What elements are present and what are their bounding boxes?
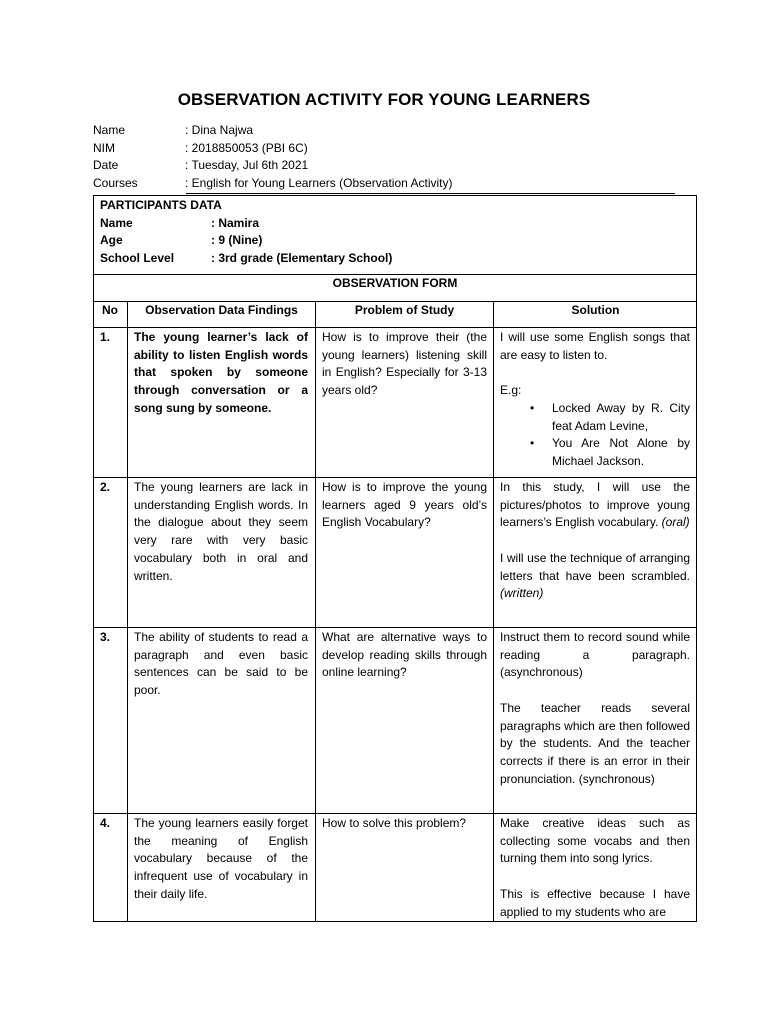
solution-text: Instruct them to record sound while reading a paragraph. (asynchronous)	[500, 630, 690, 680]
solution-text-body: I will use the technique of arranging letters that have been scrambled.	[500, 550, 690, 583]
problem-cell: How is to improve their (the young learners) listening skill in English? Especially for 3-13 years old?	[322, 330, 487, 398]
bullet-icon: •	[530, 400, 535, 415]
list-item-text: You Are Not Alone by Michael Jackson.	[552, 436, 690, 468]
solution-text	[500, 479, 690, 532]
participant-label: Name	[100, 215, 133, 230]
info-row-name	[93, 122, 675, 140]
row-number: 1.	[100, 330, 111, 344]
info-label: Name	[93, 123, 126, 137]
row-number: 3.	[100, 630, 111, 644]
problem-cell: How is to improve the young learners aged 9 years old’s English Vocabulary?	[322, 480, 487, 530]
solution-example-label: E.g:	[500, 383, 522, 398]
participant-row-school-level	[100, 250, 392, 268]
participant-value: : 3rd grade (Elementary School)	[211, 251, 393, 266]
header-problem: Problem of Study	[354, 303, 455, 317]
column-divider	[315, 302, 316, 922]
student-info	[93, 122, 675, 193]
info-label: NIM	[93, 140, 115, 155]
table-divider	[93, 327, 697, 328]
info-value: : Tuesday, Jul 6th 2021	[185, 158, 309, 173]
solution-text-body: In this study, I will use the pictures/photos to improve young learners’s English vocabulary.	[500, 480, 690, 530]
participants-heading: PARTICIPANTS DATA	[100, 198, 222, 212]
column-divider	[127, 302, 128, 922]
finding-cell: The ability of students to read a paragraph and even basic sentences can be said to be poor.	[134, 630, 308, 698]
solution-text: This is effective because I have applied to my students who are	[500, 886, 690, 919]
solution-tag: (written)	[500, 586, 544, 601]
finding-cell: The young learners are lack in understanding English words. In the dialogue about they seem very rare with very basic vocabulary both in oral and written.	[134, 480, 308, 583]
solution-text	[500, 550, 690, 603]
info-value: : Dina Najwa	[185, 123, 254, 137]
finding-cell: The young learners easily forget the meaning of English vocabulary because of the infrequent use of vocabulary in their daily life.	[134, 816, 308, 901]
list-item	[500, 400, 690, 435]
problem-cell: What are alternative ways to develop reading skills through online learning?	[322, 630, 487, 680]
header-solution: Solution	[571, 303, 620, 317]
participant-label: School Level	[100, 251, 175, 266]
solution-list	[500, 400, 690, 471]
row-number: 2.	[100, 480, 111, 494]
problem-cell: How to solve this problem?	[322, 816, 467, 830]
participant-row-age	[100, 232, 392, 250]
info-row-nim	[93, 140, 675, 158]
info-label: Courses	[93, 176, 138, 191]
solution-tag: (oral)	[661, 515, 690, 530]
solution-cell	[500, 629, 690, 788]
finding-cell: The young learner’s lack of ability to listen English words that spoken by someone through conversation or a song sung by someone.	[134, 330, 308, 415]
header-findings: Observation Data Findings	[145, 303, 298, 317]
solution-text: I will use some English songs that are easy to listen to.	[500, 330, 690, 362]
info-row-date	[93, 157, 675, 175]
list-item-text: Locked Away by R. City feat Adam Levine,	[552, 400, 690, 433]
info-label: Date	[93, 158, 119, 173]
participants-data	[100, 197, 392, 268]
info-underline	[186, 193, 675, 194]
solution-text: Make creative ideas such as collecting some vocabs and then turning them into song lyrics.	[500, 816, 690, 866]
info-row-courses	[93, 175, 675, 193]
solution-cell	[500, 479, 690, 603]
table-divider	[93, 813, 697, 814]
column-divider	[493, 302, 494, 922]
solution-text: The teacher reads several paragraphs which are then followed by the students. And the teacher corrects if there is an error in their pronunciation. (synchronous)	[500, 700, 690, 786]
table-divider	[93, 627, 697, 628]
table-divider	[93, 477, 697, 478]
info-value: : English for Young Learners (Observation Activity)	[185, 176, 453, 191]
info-value: : 2018850053 (PBI 6C)	[185, 140, 308, 155]
observation-form-title: OBSERVATION FORM	[332, 276, 458, 290]
solution-cell	[500, 815, 690, 921]
participant-row-name	[100, 215, 392, 233]
participant-label: Age	[100, 233, 123, 248]
header-no: No	[102, 303, 118, 317]
table-divider	[93, 274, 697, 275]
document-title: OBSERVATION ACTIVITY FOR YOUNG LEARNERS	[177, 90, 591, 109]
bullet-icon: •	[530, 436, 535, 451]
list-item	[500, 435, 690, 470]
participant-value: : 9 (Nine)	[211, 233, 263, 248]
solution-cell	[500, 329, 690, 471]
row-number: 4.	[100, 816, 111, 830]
participant-value: : Namira	[211, 215, 260, 230]
